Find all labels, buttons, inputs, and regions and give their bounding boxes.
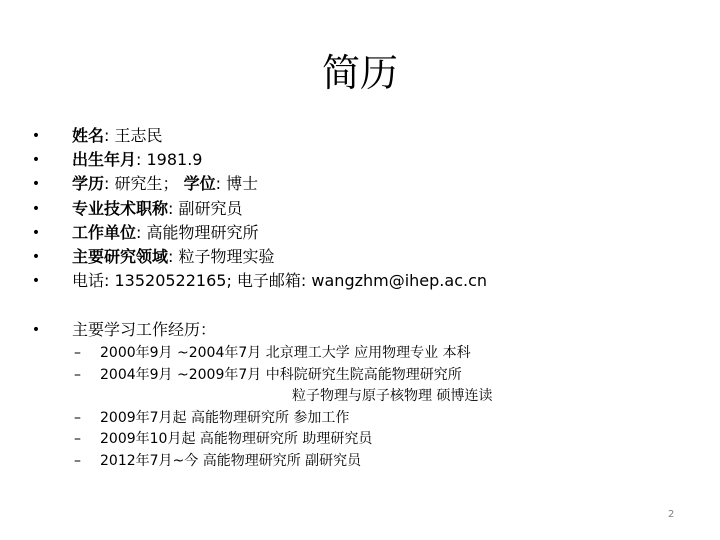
info-item-name [28, 124, 487, 148]
bullet-icon: • [31, 224, 41, 241]
dash-icon: – [74, 431, 81, 448]
info-item-education [28, 172, 487, 196]
experience-text: 2009年7月起 高能物理研究所 参加工作 [100, 409, 350, 426]
experience-text: 2004年9月 ~2009年7月 中科院研究生院高能物理研究所 [100, 366, 462, 383]
bullet-icon: • [31, 200, 41, 217]
experience-item [74, 451, 492, 473]
experience-list [74, 343, 492, 473]
experience-item [74, 429, 492, 451]
info-item-contact [28, 269, 487, 293]
info-value: 博士 [226, 174, 259, 194]
bullet-icon: • [31, 128, 41, 144]
info-value: 副研究员 [178, 198, 243, 218]
info-key: 工作单位 [72, 222, 137, 242]
experience-item [74, 343, 492, 365]
dash-icon: – [74, 345, 81, 361]
slide-title: 简历 [321, 51, 398, 95]
dash-icon: – [74, 366, 81, 383]
experience-item-continuation [74, 386, 492, 408]
experience-text: 粒子物理与原子核物理 硕博连读 [292, 388, 493, 405]
info-value: 王志民 [114, 126, 163, 145]
info-key: 学历 [72, 174, 105, 194]
info-separator: : [215, 174, 227, 194]
bullet-icon: • [31, 176, 41, 193]
info-item-title [28, 197, 487, 221]
info-separator: : [168, 198, 179, 218]
bullet-icon: • [31, 273, 41, 290]
experience-item [74, 408, 492, 430]
dash-icon: – [74, 409, 81, 426]
experience-section [28, 318, 493, 469]
contact-text: 电话: 13520522165; 电子邮箱: wangzhm@ihep.ac.cn [72, 271, 488, 291]
experience-heading [28, 318, 216, 342]
info-separator: : [136, 222, 147, 242]
experience-text: 2000年9月 ~2004年7月 北京理工大学 应用物理专业 本科 [100, 345, 471, 361]
info-item-research-field [28, 245, 487, 269]
info-item-employer [28, 221, 487, 245]
experience-text: 2009年10月起 高能物理研究所 助理研究员 [100, 431, 373, 448]
info-key: 姓名 [72, 126, 105, 145]
info-key: 学位 [183, 174, 216, 194]
bullet-icon: • [31, 248, 41, 265]
info-separator: : [104, 126, 115, 145]
info-key: 出生年月 [72, 150, 137, 170]
dash-icon: – [74, 452, 81, 469]
info-value: 高能物理研究所 [146, 222, 259, 242]
info-key: 专业技术职称 [72, 198, 169, 218]
experience-heading-text: 主要学习工作经历： [72, 320, 217, 339]
info-separator: : [104, 174, 115, 194]
page-number: 2 [668, 509, 675, 520]
info-separator: : [168, 246, 179, 266]
experience-item [74, 365, 492, 387]
info-value: 粒子物理实验 [178, 246, 275, 266]
bullet-icon: • [31, 152, 41, 169]
info-item-birth [28, 148, 487, 172]
info-value: 研究生； [114, 174, 184, 194]
info-separator: : [136, 150, 147, 170]
experience-text: 2012年7月~今 高能物理研究所 副研究员 [100, 452, 362, 469]
info-key: 主要研究领域 [72, 246, 169, 266]
bullet-icon: • [31, 322, 41, 338]
info-value: 1981.9 [146, 150, 203, 170]
personal-info-list [28, 124, 487, 293]
